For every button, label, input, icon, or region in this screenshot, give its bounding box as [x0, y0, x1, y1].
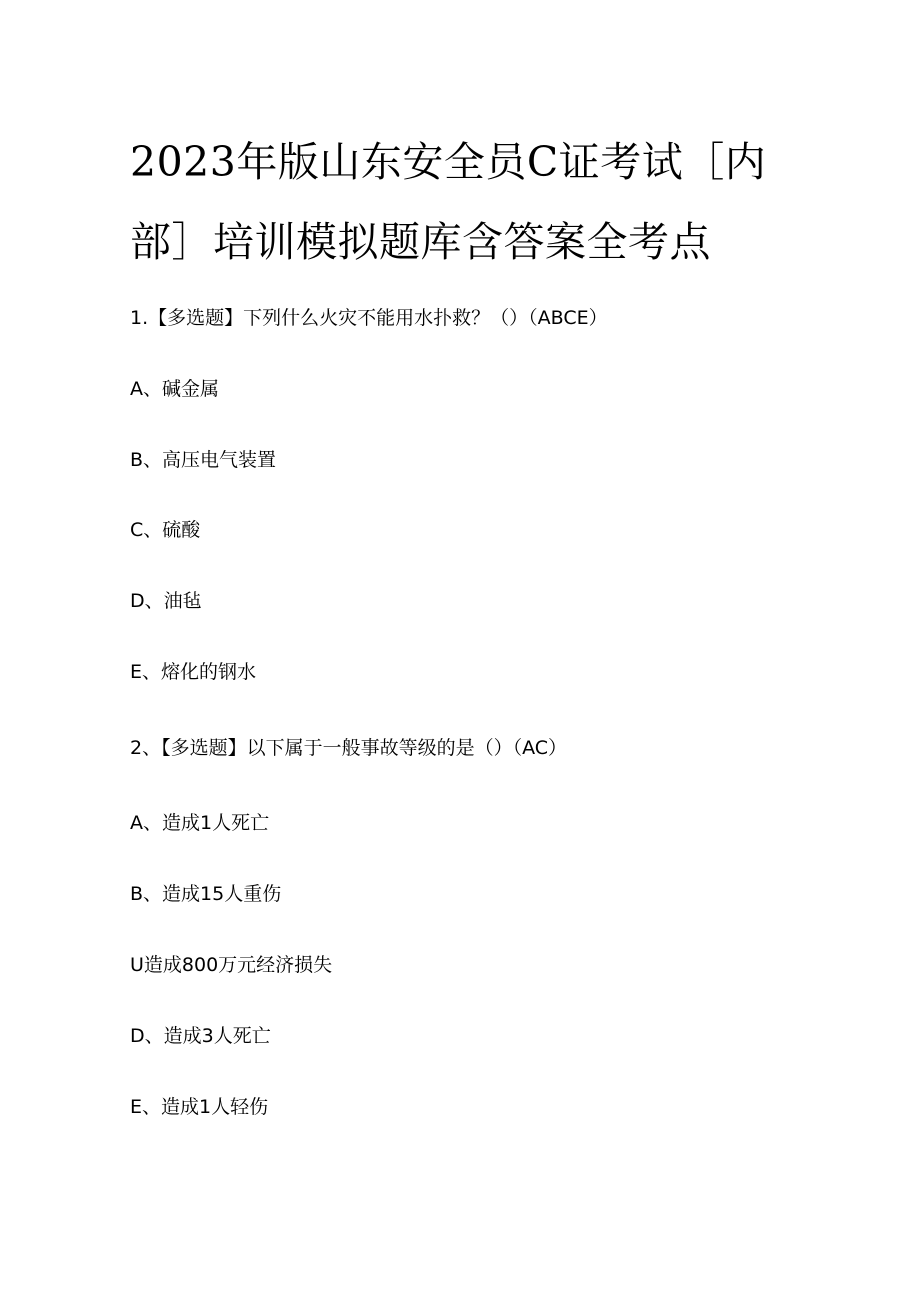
question-2-option-c: U造成800万元经济损失	[130, 954, 333, 976]
question-2-option-d: D、造成3人死亡	[130, 1025, 271, 1047]
document-title: 2023年版山东安全员C证考试［内部］培训模拟题库含答案全考点	[130, 138, 767, 266]
question-1-text: 1.【多选题】下列什么火灾不能用水扑救？（）（ABCE）	[130, 307, 608, 329]
question-1-option-c: C、硫酸	[130, 519, 201, 541]
question-2-option-e: E、造成1人轻伤	[130, 1096, 269, 1118]
question-2-option-b: B、造成15人重伤	[130, 883, 282, 905]
question-1-option-a: A、碱金属	[130, 378, 219, 400]
question-1-option-e: E、熔化的钢水	[130, 661, 257, 683]
question-2-option-a: A、造成1人死亡	[130, 812, 270, 834]
question-1-option-d: D、油毡	[130, 590, 202, 612]
question-2-text: 2、【多选题】以下属于一般事故等级的是（）（AC）	[130, 737, 568, 759]
question-1-option-b: B、高压电气装置	[130, 449, 277, 471]
